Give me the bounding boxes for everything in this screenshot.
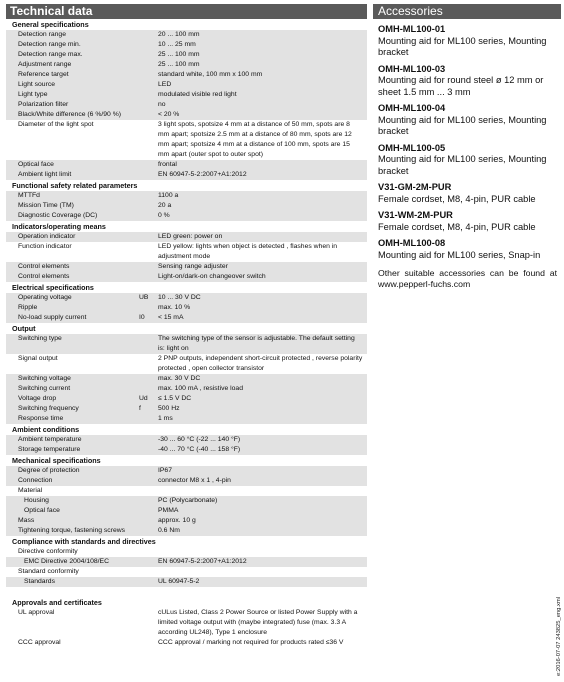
spec-row (6, 90, 367, 100)
spec-value: max. 10 % (158, 304, 191, 311)
spec-row (6, 334, 367, 354)
spec-label: Storage temperature (18, 446, 81, 453)
section-heading: Approvals and certificates (12, 598, 102, 607)
spec-value: 20 a (158, 202, 172, 209)
spec-row (6, 394, 367, 404)
spec-value: LED (158, 81, 172, 88)
spec-value: 0.6 Nm (158, 527, 180, 534)
section-heading: Compliance with standards and directives (12, 537, 156, 546)
spec-label: Control elements (18, 263, 70, 270)
accessory-description: Mounting aid for ML100 series, Snap-in (378, 249, 541, 260)
spec-row (6, 445, 367, 455)
spec-row (6, 60, 367, 70)
spec-label: Standard conformity (18, 568, 79, 575)
spec-value: no (158, 101, 166, 108)
technical-data-table (6, 20, 367, 648)
spec-row (6, 506, 367, 516)
spec-row (6, 191, 367, 201)
spec-row (6, 30, 367, 40)
spec-value: 1 ms (158, 415, 173, 422)
spec-label: Standards (24, 578, 55, 585)
spec-value: < 15 mA (158, 314, 184, 321)
accessory-description: Female cordset, M8, 4-pin, PUR cable (378, 193, 536, 204)
spec-value: LED green: power on (158, 233, 223, 240)
spec-value: 25 ... 100 mm (158, 51, 200, 58)
spec-value: IP67 (158, 467, 172, 474)
spec-label: Optical face (24, 507, 60, 514)
spec-row (6, 110, 367, 120)
accessory-description: Mounting aid for ML100 series, Mounting bracket (378, 114, 547, 136)
spec-symbol: Ud (139, 395, 148, 402)
spec-label: Operation indicator (18, 233, 76, 240)
spec-label: Adjustment range (18, 61, 72, 68)
spec-value: EN 60947-5-2:2007+A1:2012 (158, 171, 247, 178)
accessory-description: Mounting aid for ML100 series, Mounting bracket (378, 35, 547, 57)
spec-symbol: UB (139, 294, 149, 301)
spec-value: Light-on/dark-on changeover switch (158, 273, 266, 280)
spec-label: Mass (18, 517, 35, 524)
spec-value: -40 ... 70 °C (-40 ... 158 °F) (158, 446, 241, 453)
spec-label: Detection range (18, 31, 66, 38)
spec-label: Response time (18, 415, 64, 422)
spec-value: CCC approval / marking not required for products rated ≤36 V (158, 639, 344, 646)
spec-row (6, 262, 367, 272)
accessory-description: Mounting aid for round steel ø 12 mm or sheet 1.5 mm ... 3 mm (378, 75, 544, 97)
spec-label: Detection range min. (18, 41, 81, 48)
spec-row (6, 557, 367, 567)
accessory-description: Female cordset, M8, 4-pin, PUR cable (378, 221, 536, 232)
spec-row (6, 303, 367, 313)
spec-row (6, 384, 367, 394)
spec-label: Reference target (18, 71, 69, 78)
section-heading: Ambient conditions (12, 425, 80, 434)
spec-symbol: I0 (139, 314, 145, 321)
spec-value: 25 ... 100 mm (158, 61, 200, 68)
spec-value: 0 % (158, 212, 170, 219)
spec-value: 1100 a (158, 192, 179, 199)
spec-row (6, 374, 367, 384)
spec-value: standard white, 100 mm x 100 mm (158, 71, 263, 78)
spec-row (6, 547, 367, 557)
accessories-note: Other suitable accessories can be found at www.pepperl-fuchs.com (378, 268, 557, 289)
spec-row (6, 577, 367, 587)
spec-label: CCC approval (18, 639, 61, 646)
spec-label: Light source (18, 81, 56, 88)
spec-label: Function indicator (18, 243, 72, 250)
accessory-item (373, 24, 561, 59)
spec-symbol: f (139, 405, 141, 412)
spec-row (6, 638, 367, 648)
section-heading: Functional safety related parameters (12, 181, 138, 190)
section-heading: General specifications (12, 20, 89, 29)
spec-label: Black/White difference (6 %/90 %) (18, 111, 122, 118)
document-id: e:2016-07-07 243825_eng.xml (556, 597, 562, 676)
spec-value: Sensing range adjuster (158, 263, 228, 270)
spec-row (6, 160, 367, 170)
spec-label: UL approval (18, 609, 55, 616)
spec-value: 2 PNP outputs, independent short-circuit protected , reverse polarity protected , open collector transistor (158, 355, 363, 372)
spec-row (6, 272, 367, 282)
spec-row (6, 201, 367, 211)
spec-row (6, 516, 367, 526)
spec-row (6, 404, 367, 414)
spec-label: Ambient light limit (18, 171, 72, 178)
spec-row (6, 526, 367, 536)
spec-row (6, 466, 367, 476)
spec-label: Connection (18, 477, 53, 484)
spec-label: Switching voltage (18, 375, 71, 382)
spec-value: connector M8 x 1 , 4-pin (158, 477, 231, 484)
spec-row (6, 435, 367, 445)
spec-row (6, 242, 367, 262)
spec-label: Diameter of the light spot (18, 121, 94, 128)
spec-row (6, 50, 367, 60)
spec-label: Mission Time (TM) (18, 202, 74, 209)
spec-label: Degree of protection (18, 467, 80, 474)
spec-row (6, 567, 367, 577)
spec-label: Polarization filter (18, 101, 69, 108)
accessories-panel (373, 4, 561, 289)
spec-row (6, 40, 367, 50)
spec-value: 10 ... 25 mm (158, 41, 196, 48)
spec-row (6, 70, 367, 80)
spec-row (6, 232, 367, 242)
accessory-code: V31-WM-2M-PUR (378, 210, 453, 220)
spec-value: ≤ 1.5 V DC (158, 395, 192, 402)
accessory-code: OMH-ML100-04 (378, 103, 446, 113)
spec-row (6, 354, 367, 374)
spec-row (6, 170, 367, 180)
spec-value: max. 30 V DC (158, 375, 201, 382)
spec-label: Ripple (18, 304, 38, 311)
spec-row (6, 608, 367, 638)
section-spacer (6, 587, 367, 597)
technical-data-title: Technical data (6, 4, 367, 19)
spec-value: PC (Polycarbonate) (158, 497, 218, 504)
spec-row (6, 80, 367, 90)
spec-value: cULus Listed, Class 2 Power Source or listed Power Supply with a limited voltage output with (maybe integrated) fuse (max. 3.3 A according UL248), Type 1 enclosure (158, 609, 358, 636)
spec-label: Housing (24, 497, 49, 504)
accessory-description: Mounting aid for ML100 series, Mounting bracket (378, 154, 547, 176)
spec-row (6, 414, 367, 424)
spec-label: Control elements (18, 273, 70, 280)
section-heading: Indicators/operating means (12, 222, 106, 231)
spec-value: 3 light spots, spotsize 4 mm at a distance of 50 mm, spots are 8 mm apart; spotsize 2.5 mm at a distance of 80 mm, spots are 12 mm apart; spotsize 4 mm at a distance of 100 mm, spots are 15 mm apart (outer spot to outer spot) (158, 121, 352, 158)
spec-value: approx. 10 g (158, 517, 196, 524)
accessory-item (373, 182, 561, 205)
spec-value: PMMA (158, 507, 179, 514)
section-heading: Mechanical specifications (12, 456, 101, 465)
accessory-code: OMH-ML100-05 (378, 142, 446, 153)
spec-row (6, 293, 367, 303)
spec-label: Switching current (18, 385, 71, 392)
spec-value: -30 ... 60 °C (-22 ... 140 °F) (158, 436, 241, 443)
spec-value: UL 60947-5-2 (158, 578, 200, 585)
spec-label: Material (18, 487, 43, 494)
accessory-item (373, 64, 561, 99)
spec-label: Tightening torque, fastening screws (18, 527, 126, 534)
spec-value: LED yellow: lights when object is detected , flashes when in adjustment mode (158, 243, 338, 260)
accessory-item (373, 210, 561, 233)
spec-label: No-load supply current (18, 314, 87, 321)
accessory-code: OMH-ML100-08 (378, 238, 446, 248)
spec-label: Switching frequency (18, 405, 79, 412)
spec-label: EMC Directive 2004/108/EC (24, 558, 109, 565)
spec-row (6, 313, 367, 323)
spec-label: Operating voltage (18, 294, 72, 301)
accessory-code: OMH-ML100-03 (378, 63, 446, 74)
spec-value: The switching type of the sensor is adjustable. The default setting is: light on (158, 335, 355, 352)
spec-row (6, 486, 367, 496)
spec-value: 500 Hz (158, 405, 180, 412)
spec-label: Detection range max. (18, 51, 83, 58)
spec-value: EN 60947-5-2:2007+A1:2012 (158, 558, 247, 565)
spec-label: MTTFd (18, 192, 40, 199)
accessory-code: OMH-ML100-01 (378, 24, 446, 34)
spec-value: < 20 % (158, 111, 180, 118)
spec-label: Voltage drop (18, 395, 57, 402)
spec-label: Ambient temperature (18, 436, 82, 443)
section-heading: Electrical specifications (12, 283, 94, 292)
spec-label: Directive conformity (18, 548, 78, 555)
spec-row (6, 476, 367, 486)
accessory-item (373, 238, 561, 261)
spec-value: 20 ... 100 mm (158, 31, 200, 38)
spec-label: Optical face (18, 161, 54, 168)
spec-row (6, 120, 367, 160)
spec-value: 10 ... 30 V DC (158, 294, 201, 301)
spec-label: Light type (18, 91, 48, 98)
accessory-item (373, 143, 561, 178)
section-heading: Output (12, 324, 36, 333)
spec-row (6, 211, 367, 221)
spec-row (6, 496, 367, 506)
technical-data-panel (6, 4, 367, 648)
spec-value: modulated visible red light (158, 91, 237, 98)
spec-label: Diagnostic Coverage (DC) (18, 212, 98, 219)
spec-label: Signal output (18, 355, 58, 362)
accessories-title: Accessories (373, 4, 561, 19)
accessory-item (373, 103, 561, 138)
spec-label: Switching type (18, 335, 62, 342)
spec-value: frontal (158, 161, 177, 168)
spec-value: max. 100 mA , resistive load (158, 385, 243, 392)
accessories-list (373, 24, 561, 261)
accessory-code: V31-GM-2M-PUR (378, 182, 452, 192)
spec-row (6, 100, 367, 110)
